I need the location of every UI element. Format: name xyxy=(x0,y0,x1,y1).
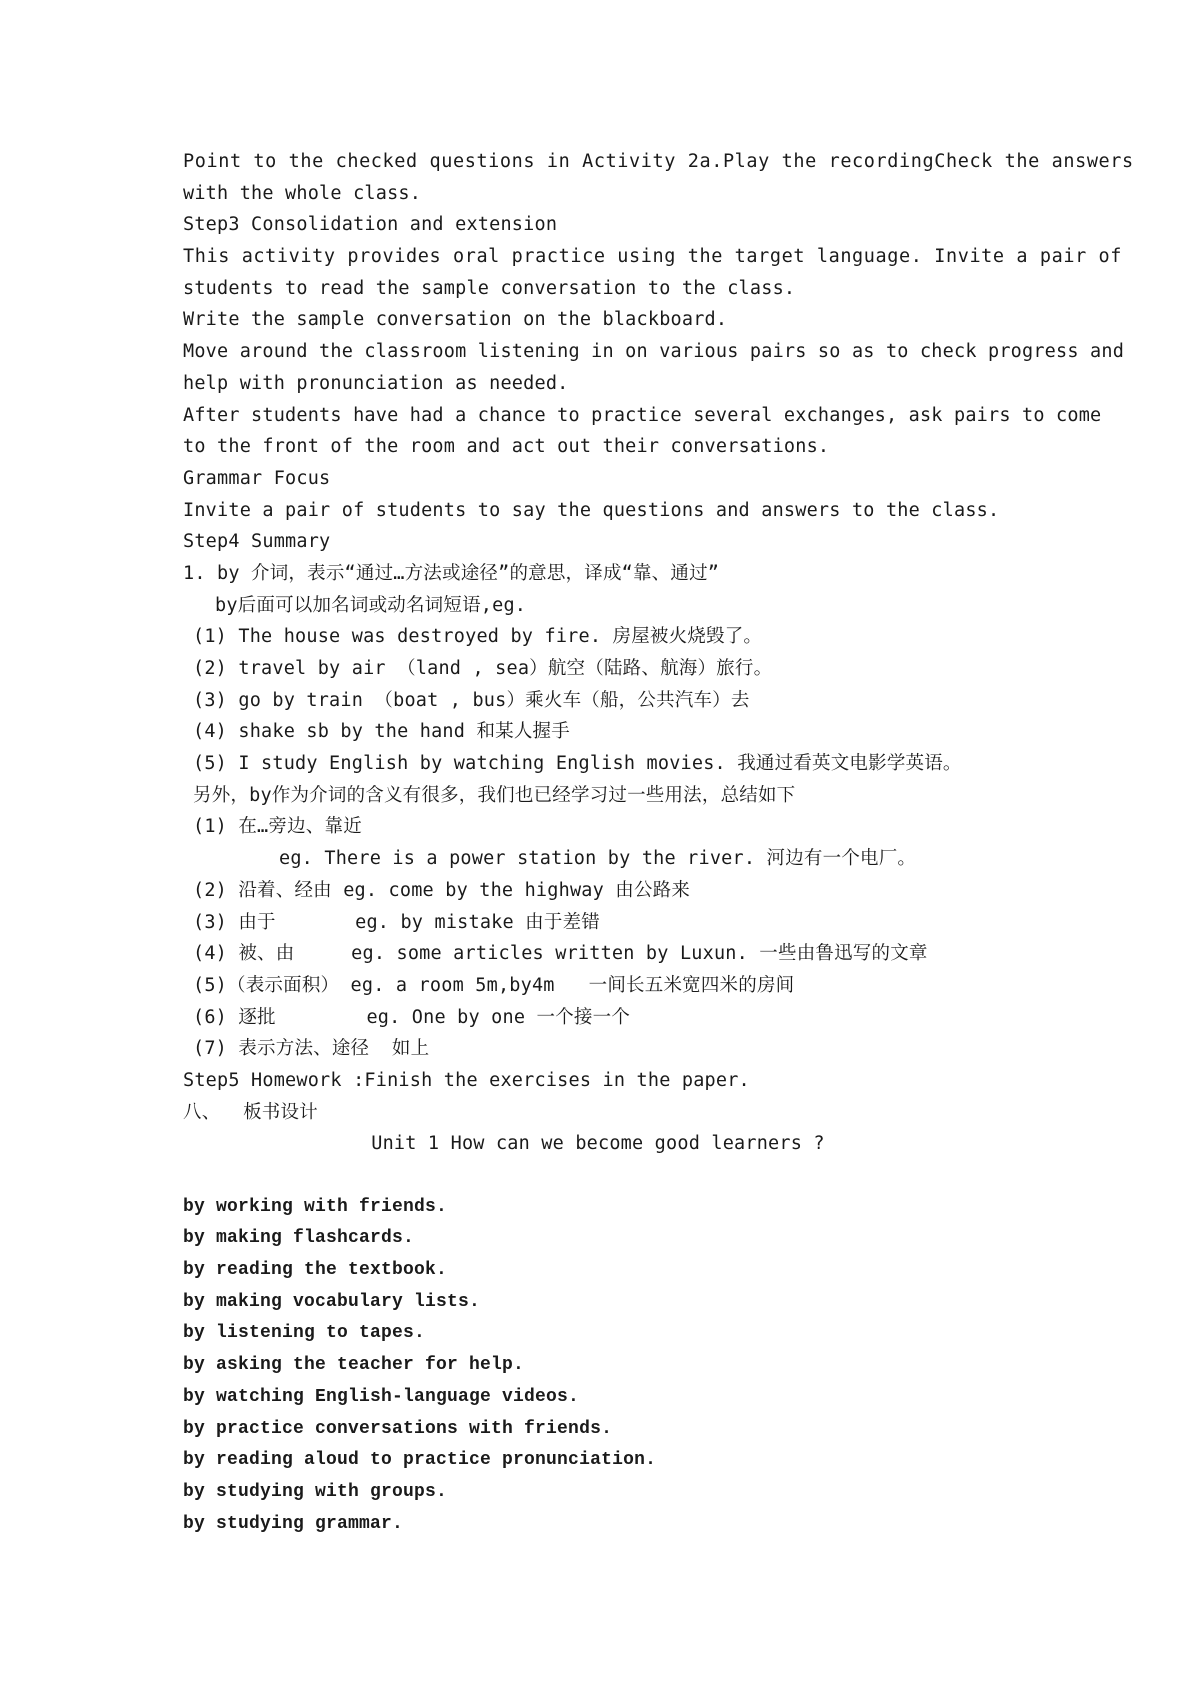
example-line: (2) travel by air （land , sea）航空（陆路、航海）旅行。 xyxy=(193,658,773,679)
example-line: (5) I study English by watching English movies. 我通过看英文电影学英语。 xyxy=(193,753,962,775)
text-line: Move around the classroom listening in on various pairs so as to check progress and xyxy=(183,341,1125,363)
usage-item: (5)（表示面积） eg. a room 5m,by4m 一间长五米宽四米的房间 xyxy=(193,974,795,996)
board-item: by reading aloud to practice pronunciation. xyxy=(183,1450,657,1471)
spacer xyxy=(183,1160,1043,1192)
board-item: by watching English-language videos. xyxy=(183,1386,580,1407)
usage-item: (7) 表示方法、途径 如上 xyxy=(193,1038,430,1060)
board-title: Unit 1 How can we become good learners ? xyxy=(371,1133,825,1155)
usage-item: (1) 在…旁边、靠近 xyxy=(193,816,362,838)
text-line: Point to the checked questions in Activity 2a.Play the recordingCheck the answers xyxy=(183,151,1134,172)
usage-example: eg. There is a power station by the river. 河边有一个电厂。 xyxy=(279,848,917,870)
board-item: by working with friends. xyxy=(183,1196,448,1217)
summary-note: by后面可以加名词或动名词短语,eg. xyxy=(215,594,527,616)
usage-intro: 另外，by作为介词的含义有很多，我们也已经学习过一些用法，总结如下 xyxy=(193,784,796,806)
usage-item: (6) 逐批 eg. One by one 一个接一个 xyxy=(193,1006,631,1028)
section-heading: Grammar Focus xyxy=(183,467,331,489)
example-line: (4) shake sb by the hand 和某人握手 xyxy=(193,721,570,743)
summary-point: 1. by 介词，表示“通过…方法或途径”的意思，译成“靠、通过” xyxy=(183,562,720,584)
text-line: help with pronunciation as needed. xyxy=(183,372,569,394)
board-item: by making flashcards. xyxy=(183,1228,415,1249)
board-item: by making vocabulary lists. xyxy=(183,1291,481,1312)
example-line: (3) go by train （boat , bus）乘火车（船，公共汽车）去 xyxy=(193,689,750,711)
text-line: to the front of the room and act out their conversations. xyxy=(183,436,830,458)
usage-item: (3) 由于 eg. by mistake 由于差错 xyxy=(193,911,600,933)
usage-item: (2) 沿着、经由 eg. come by the highway 由公路来 xyxy=(193,879,691,901)
document-body xyxy=(183,146,1134,1540)
text-line: students to read the sample conversation to the class. xyxy=(183,277,796,299)
board-item: by asking the teacher for help. xyxy=(183,1355,525,1376)
usage-item: (4) 被、由 eg. some articles written by Luxun. 一些由鲁迅写的文章 xyxy=(193,943,928,965)
text-line: This activity provides oral practice using the target language. Invite a pair of xyxy=(183,246,1123,268)
board-item: by reading the textbook. xyxy=(183,1260,448,1281)
text-line: with the whole class. xyxy=(183,182,422,204)
board-item: by studying grammar. xyxy=(183,1513,404,1534)
board-item: by studying with groups. xyxy=(183,1481,448,1502)
section-heading: 八、 板书设计 xyxy=(183,1101,318,1123)
text-line: Invite a pair of students to say the questions and answers to the class. xyxy=(183,499,1000,521)
board-item: by practice conversations with friends. xyxy=(183,1418,613,1439)
section-heading: Step4 Summary xyxy=(183,531,331,553)
section-heading: Step5 Homework :Finish the exercises in the paper. xyxy=(183,1069,750,1091)
section-heading: Step3 Consolidation and extension xyxy=(183,214,558,236)
example-line: (1) The house was destroyed by fire. 房屋被火烧毁了。 xyxy=(193,626,763,648)
text-line: After students have had a chance to practice several exchanges, ask pairs to come xyxy=(183,404,1102,426)
board-item: by listening to tapes. xyxy=(183,1323,426,1344)
text-line: Write the sample conversation on the blackboard. xyxy=(183,309,728,331)
